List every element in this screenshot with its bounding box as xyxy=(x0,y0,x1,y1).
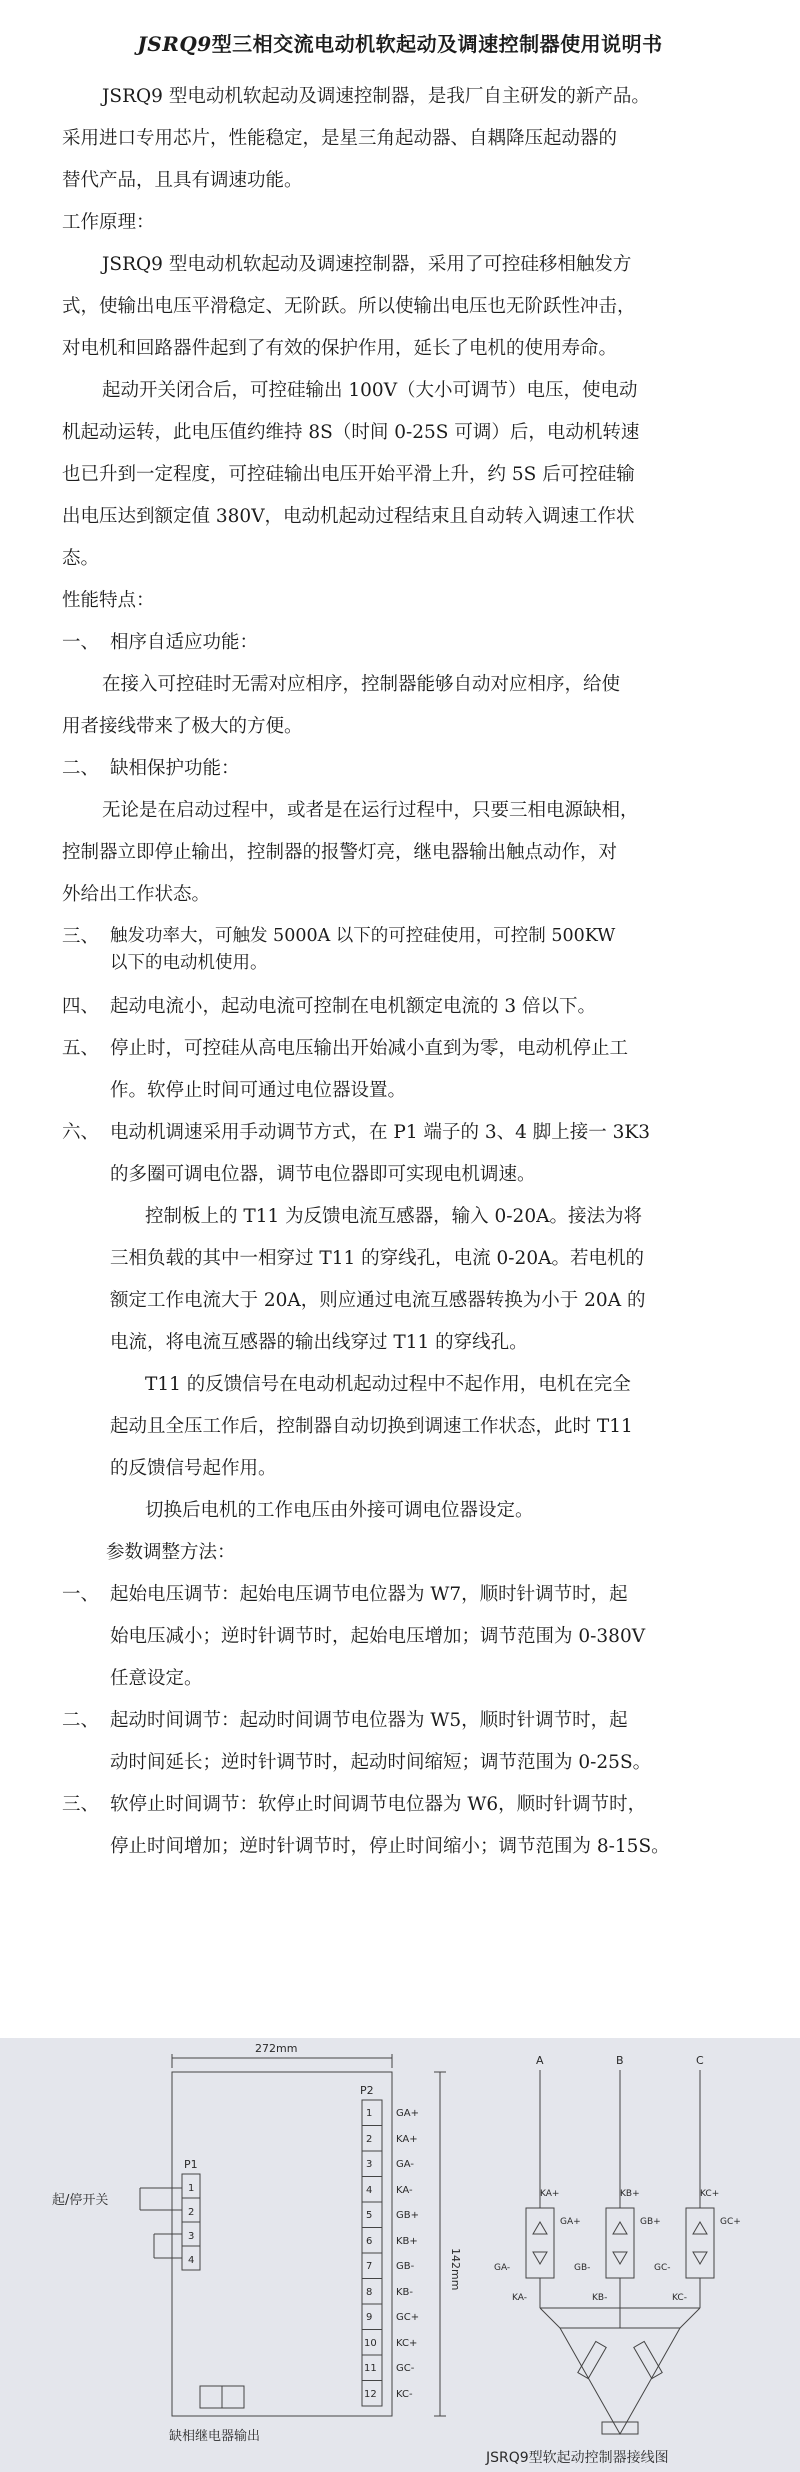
feature-number: 一、 xyxy=(62,632,100,653)
p1-label: P1 xyxy=(184,2158,198,2171)
p2-signal: KB- xyxy=(396,2287,414,2298)
scr-label: GC+ xyxy=(720,2217,741,2227)
param-body-line: 起动时间调节：起动时间调节电位器为 W5，顺时针调节时，起 xyxy=(110,1710,628,1731)
feature-body-line: 停止时，可控硅从高电压输出开始减小直到为零，电动机停止工 xyxy=(110,1038,629,1059)
p2-signal: KC+ xyxy=(396,2338,418,2349)
height-dimension-label: 142mm xyxy=(449,2248,462,2291)
phase-loss-relay-label: 缺相继电器输出 xyxy=(169,2429,261,2444)
feedback-line: T11 的反馈信号在电动机起动过程中不起作用，电机在完全 xyxy=(145,1374,631,1395)
start-stop-switch-label: 起/停开关 xyxy=(52,2193,109,2208)
feature-number: 六、 xyxy=(62,1122,100,1143)
p2-pin: 8 xyxy=(366,2287,373,2298)
startup-line: 出电压达到额定值 380V，电动机起动过程结束且自动转入调速工作状 xyxy=(62,506,635,527)
section-heading-features: 性能特点： xyxy=(62,590,155,611)
p2-signal: KA+ xyxy=(396,2134,418,2145)
feature-title: 缺相保护功能： xyxy=(110,758,240,779)
p2-pin: 12 xyxy=(364,2389,377,2400)
ct-line: 额定工作电流大于 20A，则应通过电流互感器转换为小于 20A 的 xyxy=(110,1290,646,1311)
relay-terminal xyxy=(200,2386,222,2408)
feature-number: 五、 xyxy=(62,1038,100,1059)
feature-body-line: 控制器立即停止输出，控制器的报警灯亮，继电器输出触点动作，对 xyxy=(62,842,618,863)
scr-label: GC- xyxy=(654,2263,671,2273)
param-body-line: 任意设定。 xyxy=(110,1668,203,1689)
p2-signal: KC- xyxy=(396,2389,413,2400)
p1-pin: 1 xyxy=(188,2183,195,2194)
board-outline xyxy=(172,2072,392,2416)
p2-pin: 5 xyxy=(366,2210,373,2221)
startup-line: 也已升到一定程度，可控硅输出电压开始平滑上升，约 5S 后可控硅输 xyxy=(62,464,635,485)
ct-line: 控制板上的 T11 为反馈电流互感器，输入 0-20A。接法为将 xyxy=(145,1206,642,1227)
feature-body-line: 用者接线带来了极大的方便。 xyxy=(62,716,303,737)
scr-label: KA+ xyxy=(540,2189,560,2199)
param-number: 三、 xyxy=(62,1794,100,1815)
diagram-caption: JSRQ9型软起动控制器接线图 xyxy=(486,2450,669,2466)
feature-body-line: 在接入可控硅时无需对应相序，控制器能够自动对应相序，给使 xyxy=(102,674,621,695)
scr-label: KC+ xyxy=(700,2189,720,2199)
scr-label: KA- xyxy=(512,2293,527,2303)
feedback-line: 起动且全压工作后，控制器自动切换到调速工作状态，此时 T11 xyxy=(110,1416,633,1437)
wiring-diagram xyxy=(0,2038,800,2472)
p2-pin: 4 xyxy=(366,2185,373,2196)
scr-a xyxy=(526,2208,554,2278)
feature-number: 二、 xyxy=(62,758,100,779)
p2-signal: GA+ xyxy=(396,2108,419,2119)
ct-line: 电流，将电流互感器的输出线穿过 T11 的穿线孔。 xyxy=(110,1332,528,1353)
p1-pin: 2 xyxy=(188,2207,195,2218)
scr-label: KB+ xyxy=(620,2189,640,2199)
feature-body-line: 的多圈可调电位器，调节电位器即可实现电机调速。 xyxy=(110,1164,536,1185)
p2-signal: GA- xyxy=(396,2159,414,2170)
scr-label: GA+ xyxy=(560,2217,581,2227)
section-heading-params: 参数调整方法： xyxy=(106,1542,236,1563)
p2-pin: 11 xyxy=(364,2363,377,2374)
phase-b-label: B xyxy=(616,2054,624,2067)
intro-line: 替代产品，且具有调速功能。 xyxy=(62,170,303,191)
phase-c-label: C xyxy=(696,2054,704,2067)
p2-pin: 9 xyxy=(366,2312,373,2323)
feature-body-line: 无论是在启动过程中，或者是在运行过程中，只要三相电源缺相， xyxy=(102,800,639,821)
section-heading-principle: 工作原理： xyxy=(62,212,155,233)
param-body-line: 始电压减小；逆时针调节时，起始电压增加；调节范围为 0-380V xyxy=(110,1626,646,1647)
p2-pin: 2 xyxy=(366,2134,373,2145)
feature-number: 三、 xyxy=(62,926,100,947)
p2-signal: GB+ xyxy=(396,2210,419,2221)
p2-pin: 6 xyxy=(366,2236,373,2247)
p2-pin: 7 xyxy=(366,2261,373,2272)
p2-signal: KA- xyxy=(396,2185,413,2196)
width-dimension-label: 272mm xyxy=(255,2042,298,2055)
p2-label: P2 xyxy=(360,2084,374,2097)
feature-title: 相序自适应功能： xyxy=(110,632,259,653)
feature-body-line: 以下的电动机使用。 xyxy=(110,953,268,973)
p2-signal: GC+ xyxy=(396,2312,420,2323)
wiring-diagram-svg xyxy=(0,2038,800,2472)
intro-line: 采用进口专用芯片，性能稳定，是星三角起动器、自耦降压起动器的 xyxy=(62,128,618,149)
feature-body-line: 起动电流小，起动电流可控制在电机额定电流的 3 倍以下。 xyxy=(110,996,597,1017)
param-number: 一、 xyxy=(62,1584,100,1605)
param-body-line: 动时间延长；逆时针调节时，起动时间缩短；调节范围为 0-25S。 xyxy=(110,1752,652,1773)
principle-line: JSRQ9 型电动机软起动及调速控制器，采用了可控硅移相触发方 xyxy=(102,254,632,275)
feature-body-line: 外给出工作状态。 xyxy=(62,884,211,905)
scr-c xyxy=(686,2208,714,2278)
scr-label: KC- xyxy=(672,2293,687,2303)
p2-signal: GC- xyxy=(396,2363,415,2374)
feature-body-line: 作。软停止时间可通过电位器设置。 xyxy=(110,1080,407,1101)
startup-line: 态。 xyxy=(62,548,100,569)
feature-body-line: 触发功率大，可触发 5000A 以下的可控硅使用，可控制 500KW xyxy=(110,926,616,946)
scr-label: KB- xyxy=(592,2293,608,2303)
feature-body-line: 电动机调速采用手动调节方式，在 P1 端子的 3、4 脚上接一 3K3 xyxy=(110,1122,651,1143)
p2-pin: 1 xyxy=(366,2108,373,2119)
switch-line: 切换后电机的工作电压由外接可调电位器设定。 xyxy=(145,1500,534,1521)
principle-line: 对电机和回路器件起到了有效的保护作用，延长了电机的使用寿命。 xyxy=(62,338,618,359)
document-title: JSRQ9型三相交流电动机软起动及调速控制器使用说明书 xyxy=(137,32,663,56)
p1-pin: 4 xyxy=(188,2255,195,2266)
param-number: 二、 xyxy=(62,1710,100,1731)
p2-signal: KB+ xyxy=(396,2236,418,2247)
feedback-line: 的反馈信号起作用。 xyxy=(110,1458,277,1479)
scr-label: GB- xyxy=(574,2263,591,2273)
scr-label: GB+ xyxy=(640,2217,661,2227)
ct-line: 三相负载的其中一相穿过 T11 的穿线孔，电流 0-20A。若电机的 xyxy=(110,1248,644,1269)
principle-line: 式，使输出电压平滑稳定、无阶跃。所以使输出电压也无阶跃性冲击， xyxy=(62,296,636,317)
p2-pin: 10 xyxy=(364,2338,377,2349)
param-body-line: 停止时间增加；逆时针调节时，停止时间缩小；调节范围为 8-15S。 xyxy=(110,1836,670,1857)
phase-a-label: A xyxy=(536,2054,544,2067)
feature-number: 四、 xyxy=(62,996,100,1017)
p2-pin: 3 xyxy=(366,2159,373,2170)
scr-label: GA- xyxy=(494,2263,511,2273)
p2-signal: GB- xyxy=(396,2261,415,2272)
startup-line: 起动开关闭合后，可控硅输出 100V（大小可调节）电压，使电动 xyxy=(102,380,638,401)
startup-line: 机起动运转，此电压值约维持 8S（时间 0-25S 可调）后，电动机转速 xyxy=(62,422,640,443)
param-body-line: 起始电压调节：起始电压调节电位器为 W7，顺时针调节时，起 xyxy=(110,1584,628,1605)
intro-line: JSRQ9 型电动机软起动及调速控制器，是我厂自主研发的新产品。 xyxy=(102,86,650,107)
p1-pin: 3 xyxy=(188,2231,195,2242)
motor-delta xyxy=(560,2328,680,2434)
scr-b xyxy=(606,2208,634,2278)
param-body-line: 软停止时间调节：软停止时间调节电位器为 W6，顺时针调节时， xyxy=(110,1794,647,1815)
